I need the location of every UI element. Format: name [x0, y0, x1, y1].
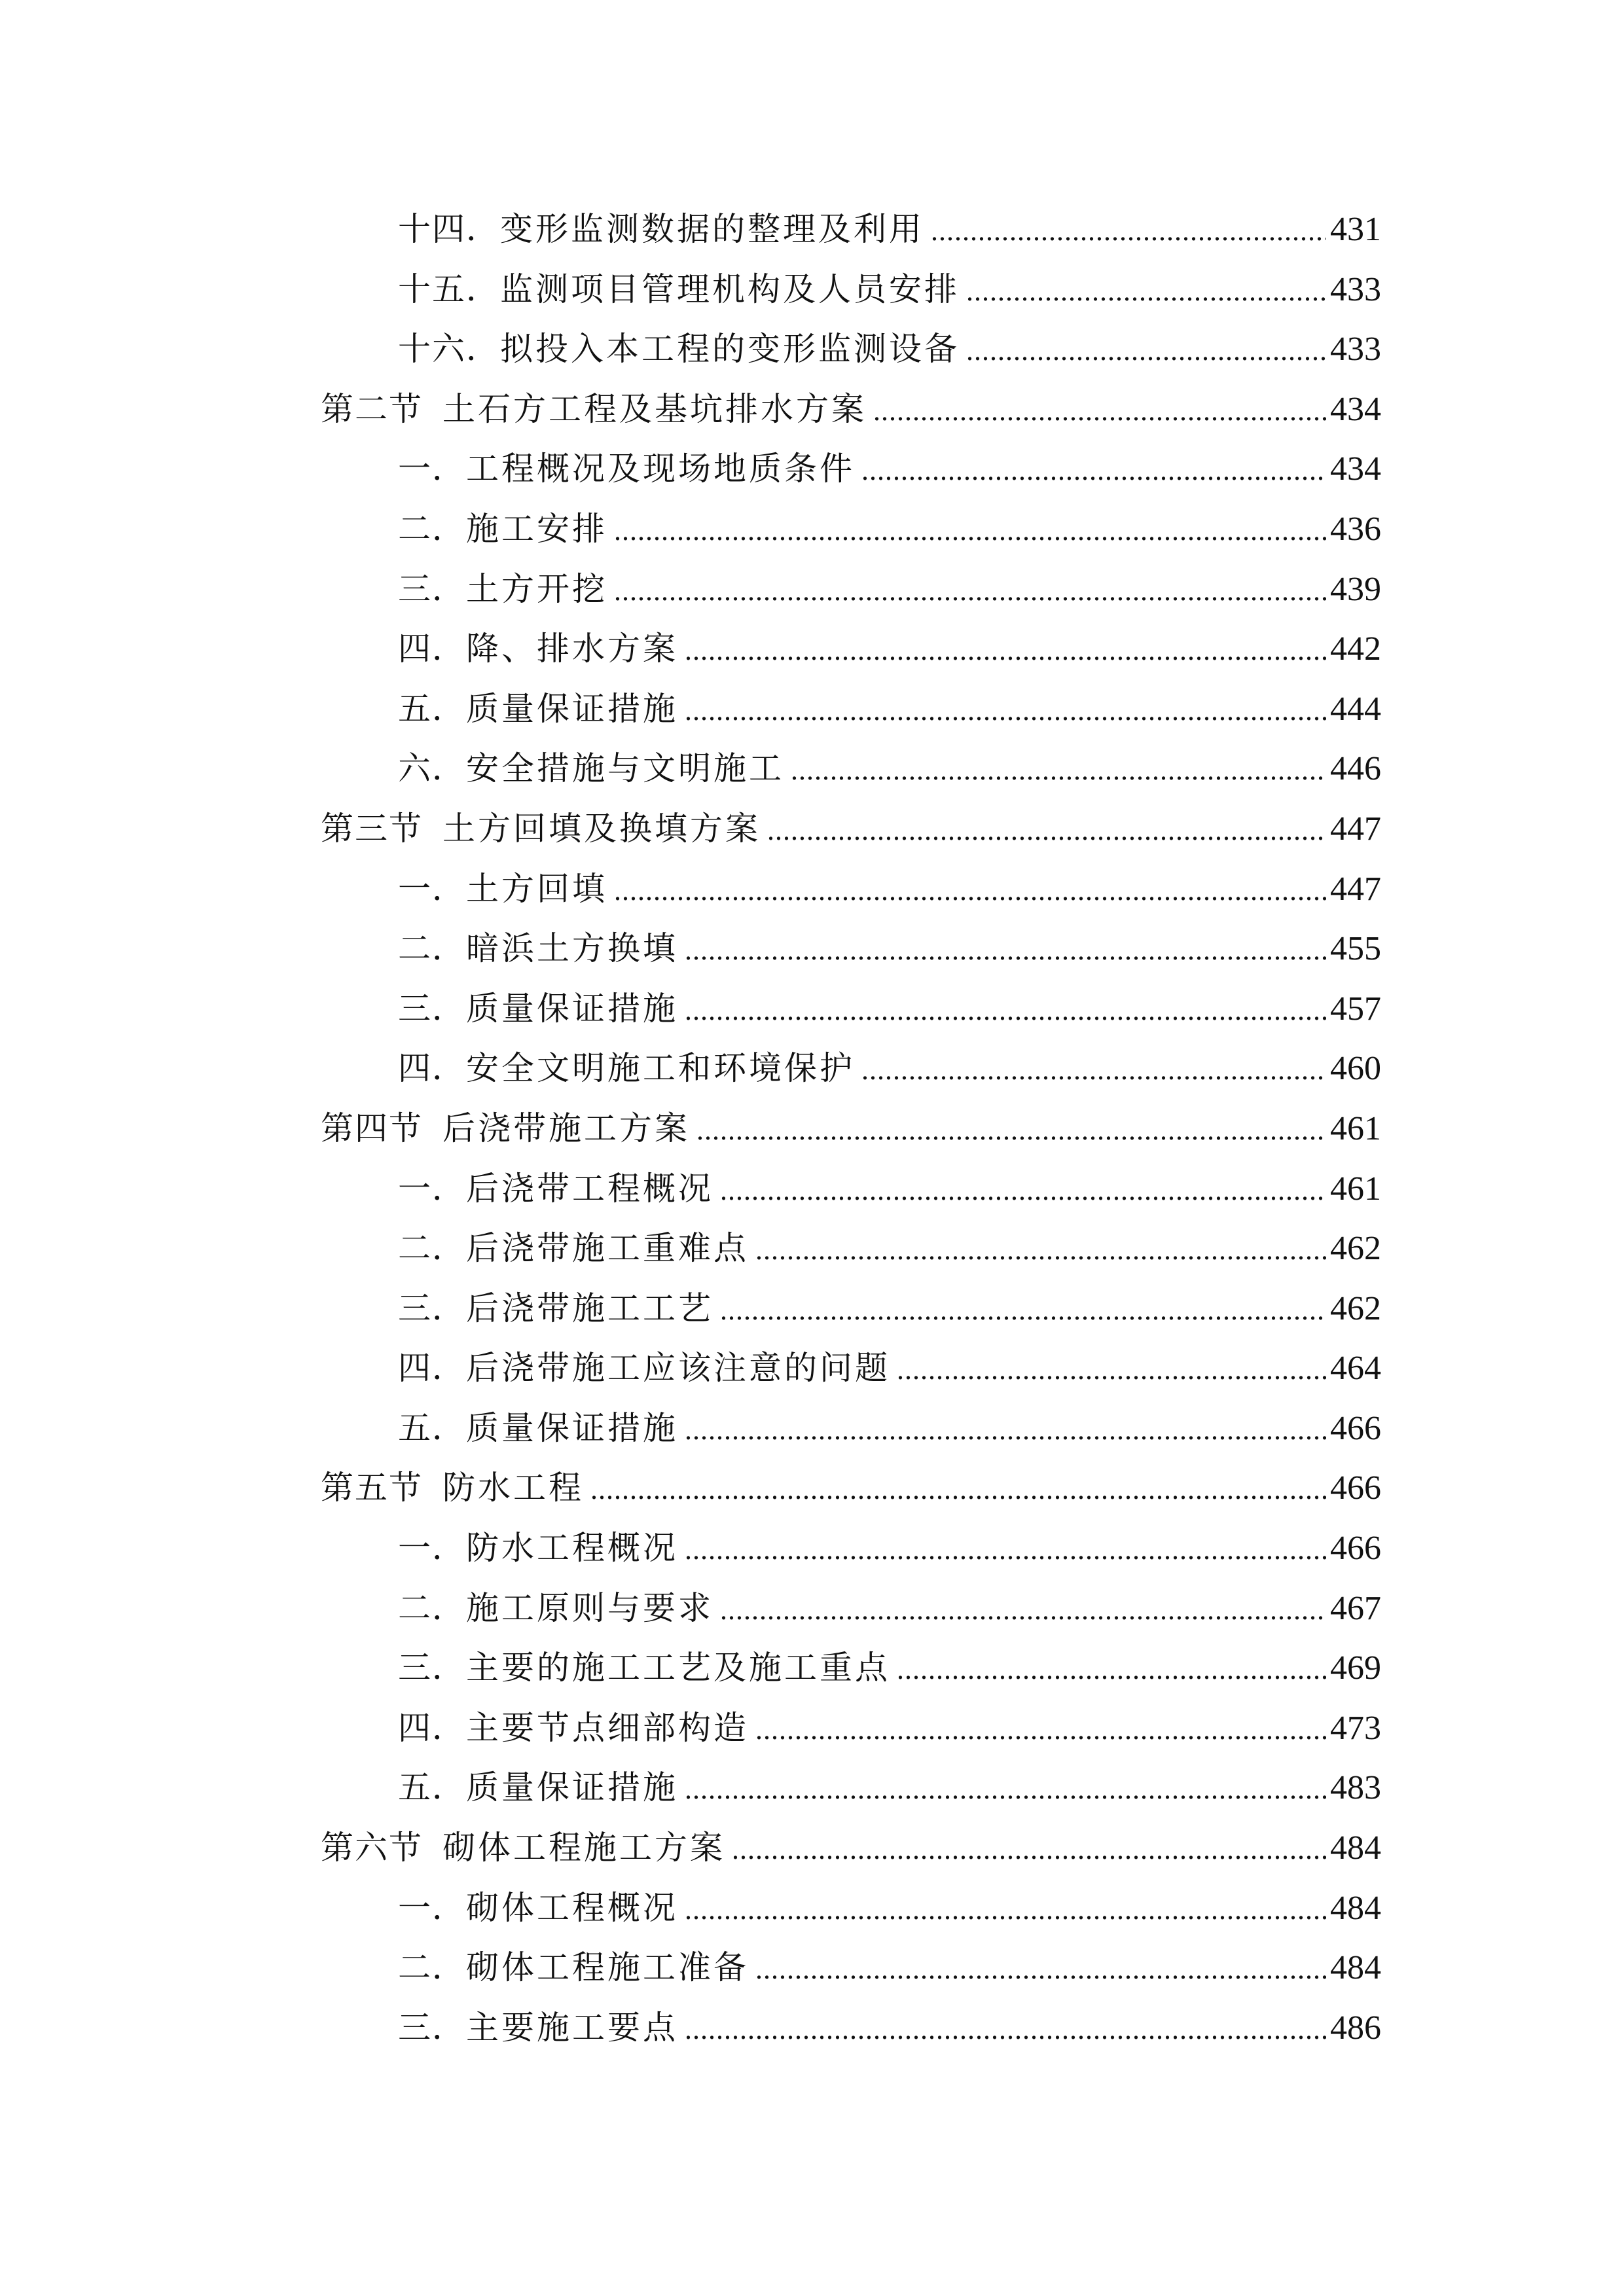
toc-entry-title: 土石方工程及基坑排水方案: [442, 389, 867, 428]
toc-dot-leader: [931, 201, 1326, 261]
toc-subsection-entry[interactable]: [321, 919, 1381, 979]
toc-dot-leader: [755, 1700, 1326, 1760]
toc-subsection-entry[interactable]: [321, 619, 1381, 679]
toc-dot-leader: [590, 1460, 1326, 1520]
toc-dot-leader: [755, 1939, 1326, 2000]
toc-page-number: 447: [1330, 870, 1381, 908]
toc-entry-title: 主要施工要点: [466, 2008, 678, 2047]
toc-subsection-entry[interactable]: [321, 679, 1381, 740]
toc-dot-leader: [685, 1759, 1326, 1820]
toc-page-number: 467: [1330, 1589, 1381, 1627]
toc-entry-number: 第三节: [321, 809, 423, 848]
toc-dot-leader: [685, 1880, 1326, 1940]
toc-dot-leader: [861, 440, 1326, 501]
toc-entry-number: 四．: [398, 1708, 466, 1747]
toc-dot-leader: [897, 1640, 1326, 1700]
toc-page-number: 466: [1330, 1469, 1381, 1507]
toc-subsection-entry[interactable]: [321, 1279, 1381, 1339]
toc-dot-leader: [755, 1220, 1326, 1280]
toc-dot-leader: [720, 1580, 1326, 1640]
toc-page-number: 466: [1330, 1530, 1381, 1568]
toc-dot-leader: [966, 261, 1326, 321]
toc-entry-title: 变形监测数据的整理及利用: [500, 210, 924, 248]
toc-entry-title: 砌体工程概况: [466, 1888, 678, 1927]
toc-entry-title: 防水工程概况: [466, 1529, 678, 1568]
toc-entry-title: 安全文明施工和环境保护: [466, 1049, 855, 1088]
toc-entry-title: 施工安排: [466, 509, 607, 548]
toc-entry-number: 五．: [398, 1768, 466, 1807]
toc-subsection-entry[interactable]: [321, 1938, 1381, 1998]
toc-page-number: 444: [1330, 690, 1381, 728]
toc-page-number: 439: [1330, 570, 1381, 608]
toc-entry-title: 后浇带工程概况: [466, 1169, 713, 1208]
toc-dot-leader: [791, 740, 1326, 800]
toc-page-number: 434: [1330, 450, 1381, 488]
toc-subsection-entry[interactable]: [321, 1039, 1381, 1099]
toc-subsection-entry[interactable]: [321, 1399, 1381, 1459]
toc-page-number: 433: [1330, 270, 1381, 308]
toc-entry-title: 安全措施与文明施工: [466, 749, 784, 788]
toc-section-entry[interactable]: [321, 380, 1381, 440]
toc-entry-title: 后浇带施工应该注意的问题: [466, 1349, 890, 1388]
toc-dot-leader: [720, 1160, 1326, 1221]
toc-entry-title: 砌体工程施工准备: [466, 1948, 749, 1987]
toc-page-number: 484: [1330, 1889, 1381, 1927]
toc-dot-leader: [767, 800, 1326, 861]
toc-entry-title: 质量保证措施: [466, 689, 678, 728]
toc-page-number: 457: [1330, 990, 1381, 1028]
toc-entry-number: 六．: [398, 749, 466, 788]
toc-entry-number: 二．: [398, 509, 466, 548]
toc-subsection-entry[interactable]: [321, 1638, 1381, 1698]
toc-entry-number: 二．: [398, 1948, 466, 1987]
toc-entry-title: 主要节点细部构造: [466, 1708, 749, 1747]
toc-subsection-entry[interactable]: [321, 319, 1381, 380]
toc-page-number: 434: [1330, 390, 1381, 428]
toc-subsection-entry[interactable]: [321, 1878, 1381, 1939]
toc-entry-title: 暗浜土方换填: [466, 929, 678, 968]
toc-section-entry[interactable]: [321, 1099, 1381, 1159]
toc-dot-leader: [966, 321, 1326, 381]
toc-entry-title: 质量保证措施: [466, 989, 678, 1028]
toc-subsection-entry[interactable]: [321, 1998, 1381, 2058]
toc-entry-number: 一．: [398, 450, 466, 488]
toc-subsection-entry[interactable]: [321, 1338, 1381, 1399]
toc-page-number: 469: [1330, 1649, 1381, 1687]
toc-entry-number: 三．: [398, 1649, 466, 1687]
toc-page-number: 446: [1330, 750, 1381, 788]
toc-dot-leader: [720, 1280, 1326, 1340]
toc-page-number: 436: [1330, 510, 1381, 548]
toc-page-number: 455: [1330, 930, 1381, 968]
toc-dot-leader: [685, 980, 1326, 1041]
toc-dot-leader: [685, 920, 1326, 980]
toc-entry-title: 土方回填: [466, 869, 607, 908]
toc-entry-title: 主要的施工工艺及施工重点: [466, 1649, 890, 1687]
toc-entry-number: 第二节: [321, 389, 423, 428]
toc-page-number: 484: [1330, 1949, 1381, 1987]
toc-entry-number: 四．: [398, 1049, 466, 1088]
toc-entry-title: 土方开挖: [466, 569, 607, 608]
toc-entry-number: 一．: [398, 1888, 466, 1927]
toc-entry-number: 十五．: [398, 270, 500, 308]
toc-page-number: 431: [1330, 211, 1381, 248]
toc-entry-title: 施工原则与要求: [466, 1588, 713, 1627]
toc-page-number: 433: [1330, 331, 1381, 368]
toc-entry-title: 拟投入本工程的变形监测设备: [500, 330, 960, 368]
toc-subsection-entry[interactable]: [321, 260, 1381, 320]
toc-page-number: 460: [1330, 1050, 1381, 1088]
toc-dot-leader: [685, 1400, 1326, 1460]
toc-subsection-entry[interactable]: [321, 859, 1381, 920]
toc-dot-leader: [696, 1100, 1326, 1160]
toc-subsection-entry[interactable]: [321, 499, 1381, 560]
toc-entry-title: 后浇带施工重难点: [466, 1229, 749, 1268]
toc-entry-number: 一．: [398, 1169, 466, 1208]
toc-entry-number: 一．: [398, 869, 466, 908]
toc-subsection-entry[interactable]: [321, 1159, 1381, 1219]
toc-entry-number: 四．: [398, 630, 466, 668]
toc-entry-number: 三．: [398, 989, 466, 1028]
toc-dot-leader: [897, 1340, 1326, 1400]
toc-entry-number: 一．: [398, 1529, 466, 1568]
toc-entry-number: 二．: [398, 1588, 466, 1627]
toc-entry-number: 十六．: [398, 330, 500, 368]
toc-entry-number: 二．: [398, 929, 466, 968]
toc-entry-title: 降、排水方案: [466, 630, 678, 668]
toc-subsection-entry[interactable]: [321, 739, 1381, 799]
toc-subsection-entry[interactable]: [321, 979, 1381, 1039]
toc-entry-title: 质量保证措施: [466, 1408, 678, 1447]
toc-entry-number: 第六节: [321, 1829, 423, 1867]
toc-entry-number: 三．: [398, 1289, 466, 1327]
toc-dot-leader: [685, 620, 1326, 681]
toc-dot-leader: [614, 561, 1326, 621]
toc-page-number: 462: [1330, 1230, 1381, 1268]
toc-subsection-entry[interactable]: [321, 560, 1381, 620]
toc-entry-title: 防水工程: [442, 1469, 584, 1507]
toc-page-number: 464: [1330, 1350, 1381, 1388]
toc-entry-number: 十四．: [398, 210, 500, 248]
toc-page-number: 442: [1330, 630, 1381, 668]
table-of-contents: [321, 200, 1381, 2058]
toc-section-entry[interactable]: [321, 1818, 1381, 1878]
toc-entry-number: 五．: [398, 1408, 466, 1447]
toc-dot-leader: [861, 1040, 1326, 1100]
toc-subsection-entry[interactable]: [321, 200, 1381, 260]
toc-subsection-entry[interactable]: [321, 1698, 1381, 1759]
toc-entry-number: 三．: [398, 569, 466, 608]
toc-entry-number: 四．: [398, 1349, 466, 1388]
toc-subsection-entry[interactable]: [321, 1758, 1381, 1818]
toc-page-number: 486: [1330, 2009, 1381, 2047]
toc-dot-leader: [614, 501, 1326, 561]
toc-section-entry[interactable]: [321, 1458, 1381, 1518]
toc-page-number: 447: [1330, 810, 1381, 848]
toc-page-number: 461: [1330, 1170, 1381, 1208]
toc-page-number: 473: [1330, 1709, 1381, 1747]
toc-subsection-entry[interactable]: [321, 439, 1381, 499]
toc-dot-leader: [685, 1520, 1326, 1580]
toc-entry-number: 三．: [398, 2008, 466, 2047]
toc-entry-title: 工程概况及现场地质条件: [466, 450, 855, 488]
toc-subsection-entry[interactable]: [321, 1518, 1381, 1579]
toc-entry-number: 第五节: [321, 1469, 423, 1507]
toc-entry-number: 五．: [398, 689, 466, 728]
toc-entry-title: 监测项目管理机构及人员安排: [500, 270, 960, 308]
toc-dot-leader: [614, 861, 1326, 921]
toc-entry-number: 二．: [398, 1229, 466, 1268]
toc-entry-title: 后浇带施工方案: [442, 1109, 690, 1147]
toc-dot-leader: [732, 1820, 1326, 1880]
toc-page-number: 483: [1330, 1769, 1381, 1807]
toc-section-entry[interactable]: [321, 799, 1381, 859]
toc-entry-number: 第四节: [321, 1109, 423, 1147]
toc-page-number: 466: [1330, 1409, 1381, 1447]
toc-dot-leader: [685, 2000, 1326, 2060]
toc-page-number: 484: [1330, 1829, 1381, 1867]
toc-entry-title: 后浇带施工工艺: [466, 1289, 713, 1327]
toc-entry-title: 土方回填及换填方案: [442, 809, 761, 848]
toc-subsection-entry[interactable]: [321, 1579, 1381, 1639]
toc-page-number: 462: [1330, 1289, 1381, 1327]
toc-dot-leader: [685, 681, 1326, 741]
toc-entry-title: 砌体工程施工方案: [442, 1829, 725, 1867]
toc-entry-title: 质量保证措施: [466, 1768, 678, 1807]
toc-dot-leader: [873, 381, 1326, 441]
toc-page-number: 461: [1330, 1109, 1381, 1147]
toc-subsection-entry[interactable]: [321, 1219, 1381, 1279]
